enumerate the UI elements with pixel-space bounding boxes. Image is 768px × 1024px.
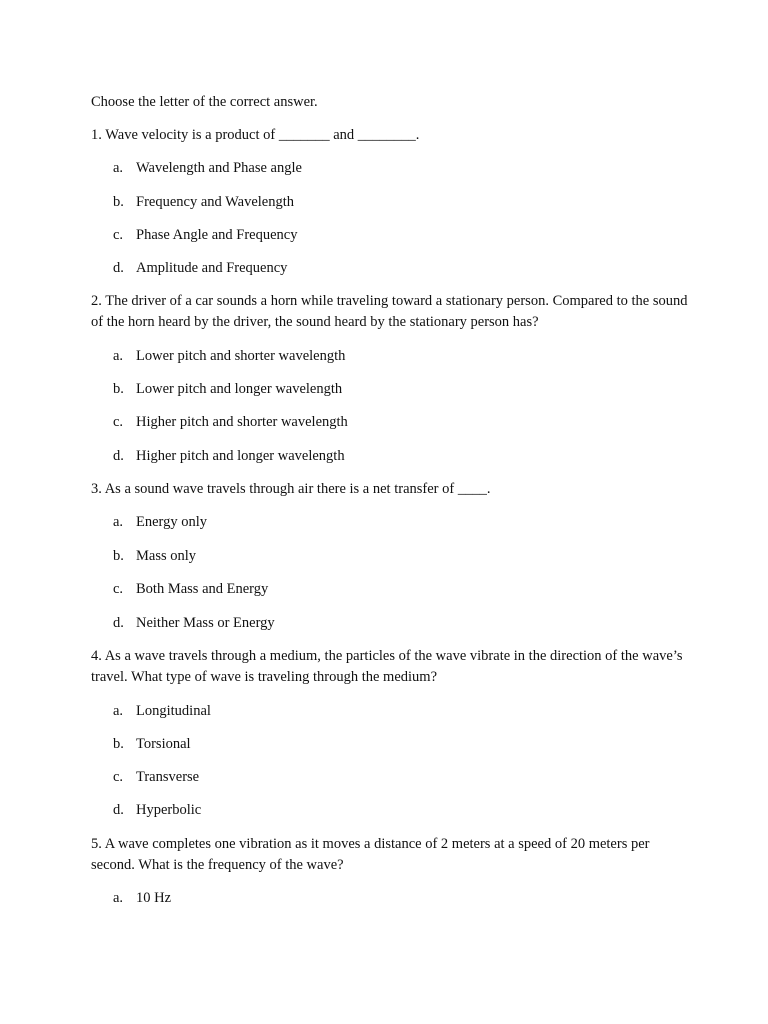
option-letter: b. (113, 548, 124, 564)
option-2d (113, 446, 345, 467)
option-letter: d. (113, 615, 124, 631)
instructions: Choose the letter of the correct answer. (91, 94, 318, 110)
option-text: Lower pitch and shorter wavelength (136, 348, 346, 364)
option-text: Energy only (136, 514, 208, 530)
option-1a (113, 158, 302, 179)
option-letter: d. (113, 448, 124, 464)
option-text: Both Mass and Energy (136, 581, 269, 597)
option-1d (113, 258, 287, 279)
option-1c (113, 225, 297, 246)
question-5 (91, 834, 691, 876)
option-3d (113, 613, 275, 634)
option-2c (113, 412, 348, 433)
option-text: Wavelength and Phase angle (136, 160, 302, 176)
option-letter: a. (113, 890, 124, 906)
option-text: Higher pitch and shorter wavelength (136, 414, 348, 430)
option-text: Mass only (136, 548, 197, 564)
option-letter: d. (113, 260, 124, 276)
question-text: 2. The driver of a car sounds a horn while traveling toward a stationary person. Compared to the sound of the horn heard by the driver, the sound heard by the stationary person has? (91, 293, 688, 330)
option-text: Transverse (136, 769, 200, 785)
option-5a (113, 888, 171, 909)
question-text: 5. A wave completes one vibration as it moves a distance of 2 meters at a speed of 20 meters per second. What is the frequency of the wave? (91, 836, 650, 873)
option-letter: a. (113, 348, 124, 364)
question-2 (91, 291, 691, 333)
option-2a (113, 346, 345, 367)
option-letter: b. (113, 194, 124, 210)
option-letter: b. (113, 736, 124, 752)
option-3a (113, 512, 207, 533)
question-3 (91, 479, 691, 500)
option-text: Longitudinal (136, 703, 211, 719)
option-text: Lower pitch and longer wavelength (136, 381, 343, 397)
option-letter: a. (113, 160, 124, 176)
question-1 (91, 125, 691, 146)
option-text: Phase Angle and Frequency (136, 227, 298, 243)
option-4b (113, 734, 191, 755)
question-4 (91, 646, 691, 688)
option-3b (113, 546, 196, 567)
option-letter: c. (113, 414, 124, 430)
option-text: 10 Hz (136, 890, 172, 906)
option-letter: a. (113, 703, 124, 719)
option-letter: d. (113, 802, 124, 818)
question-text: 3. As a sound wave travels through air there is a net transfer of ____. (91, 481, 491, 497)
option-3c (113, 579, 268, 600)
option-letter: c. (113, 227, 124, 243)
option-letter: a. (113, 514, 124, 530)
option-4a (113, 701, 211, 722)
option-text: Neither Mass or Energy (136, 615, 275, 631)
question-text: 4. As a wave travels through a medium, the particles of the wave vibrate in the direction of the wave’s travel. What type of wave is traveling through the medium? (91, 648, 683, 685)
option-4d (113, 800, 201, 821)
option-text: Hyperbolic (136, 802, 202, 818)
option-letter: c. (113, 769, 124, 785)
option-letter: b. (113, 381, 124, 397)
option-letter: c. (113, 581, 124, 597)
option-text: Frequency and Wavelength (136, 194, 295, 210)
option-text: Torsional (136, 736, 191, 752)
option-4c (113, 767, 199, 788)
option-text: Amplitude and Frequency (136, 260, 288, 276)
option-2b (113, 379, 342, 400)
option-text: Higher pitch and longer wavelength (136, 448, 345, 464)
question-text: 1. Wave velocity is a product of _______ and ________. (91, 127, 420, 143)
option-1b (113, 192, 294, 213)
